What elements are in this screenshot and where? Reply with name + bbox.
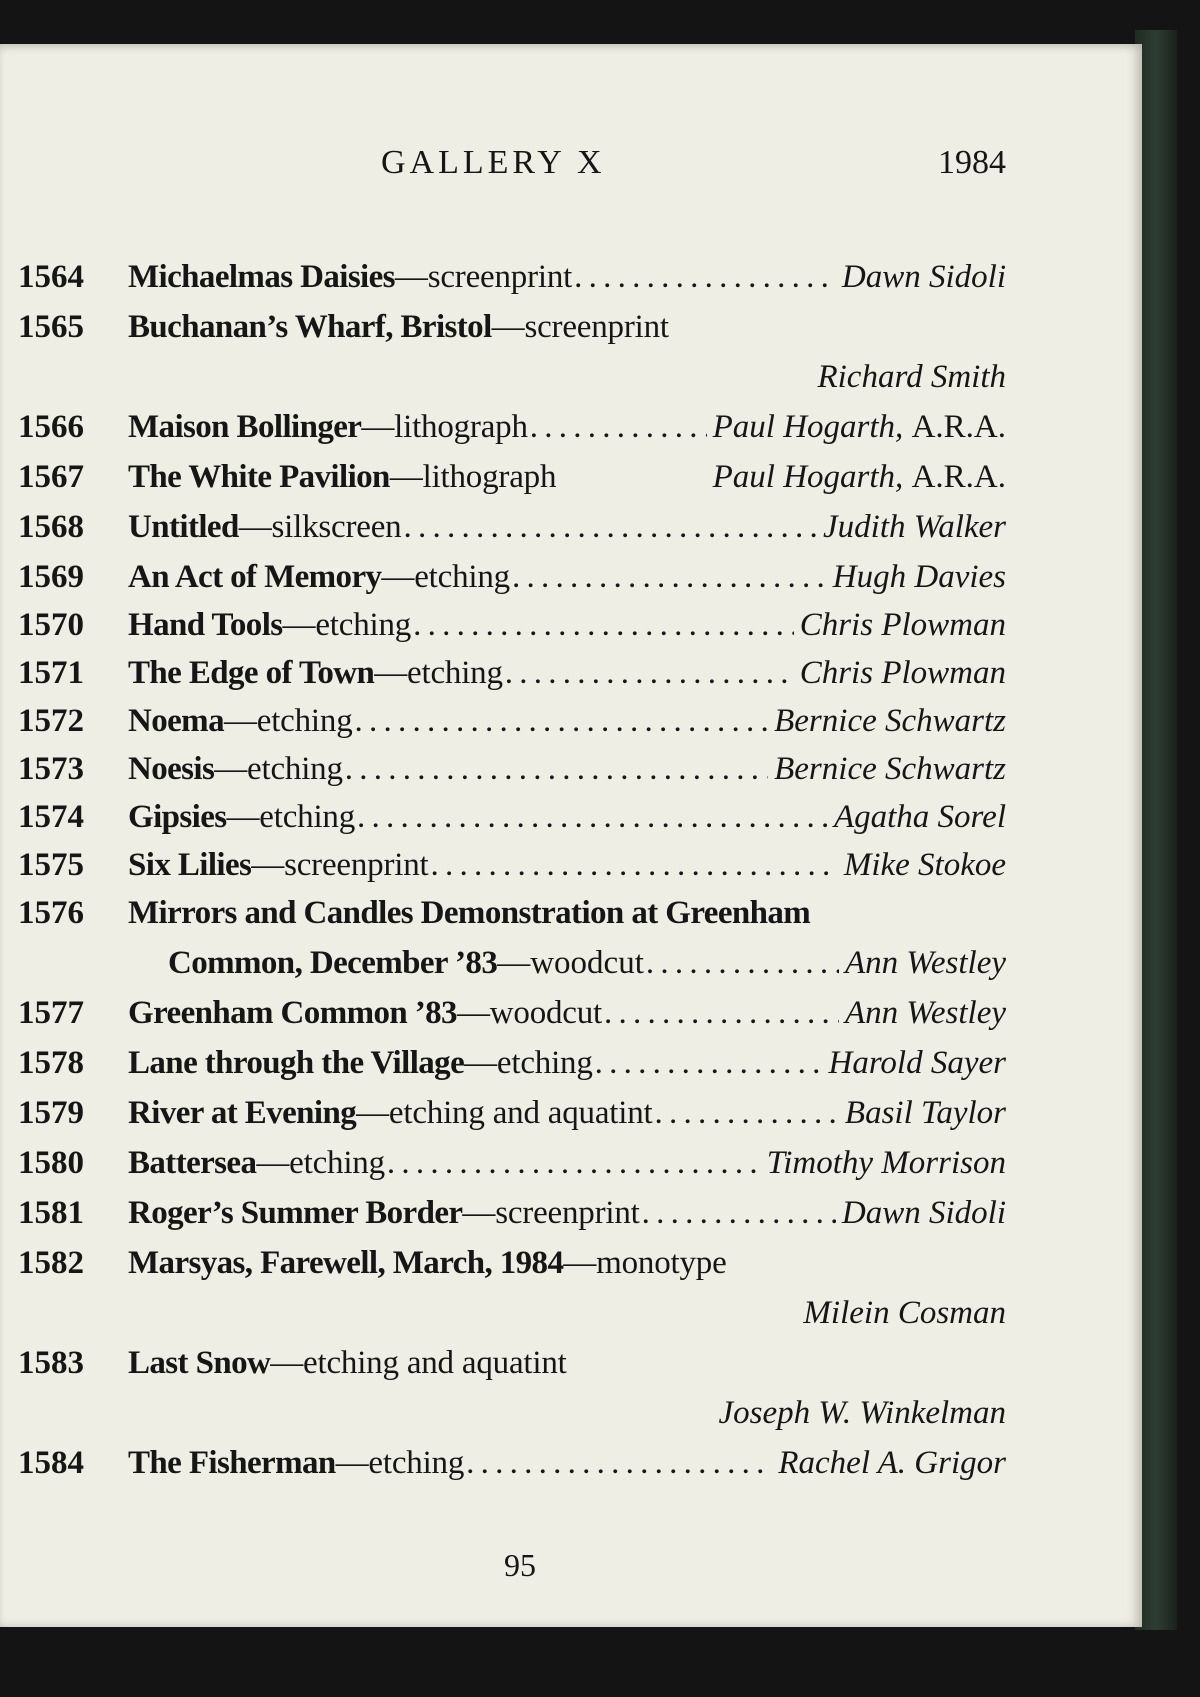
entry-artist-honour: A.R.A. (911, 459, 1006, 495)
catalogue-entry (18, 254, 1006, 300)
entry-medium: —etching and aquatint (270, 1345, 567, 1381)
entry-artist: Dawn Sidoli (841, 1195, 1006, 1231)
entry-medium: —etching (335, 1445, 465, 1481)
catalogue-entry (18, 794, 1006, 840)
entry-artist: Chris Plowman (799, 607, 1006, 643)
entry-title: An Act of Memory (128, 559, 382, 595)
entry-number: 1574 (18, 799, 84, 835)
page-number: 95 (504, 1547, 536, 1583)
entry-medium: —monotype (563, 1245, 727, 1281)
catalogue-entry (18, 650, 1006, 696)
entry-artist: Bernice Schwartz (774, 751, 1006, 787)
catalogue-entry (18, 698, 1006, 744)
catalogue-entry (18, 1140, 1006, 1186)
entry-title: Mirrors and Candles Demonstration at Greenham (128, 895, 811, 931)
entry-title: Last Snow (128, 1345, 271, 1381)
catalogue-entry (18, 602, 1006, 648)
catalogue-entry (18, 304, 1006, 350)
entry-medium: —screenprint (491, 309, 669, 345)
entry-artist-line (18, 1390, 1006, 1436)
entry-medium: —etching (464, 1045, 593, 1081)
entry-title: Marsyas, Farewell, March, 1984 (128, 1245, 564, 1281)
entry-artist: Milein Cosman (803, 1295, 1006, 1331)
entry-artist: Chris Plowman (799, 655, 1006, 691)
entry-title: Hand Tools (128, 607, 283, 643)
entry-number: 1565 (18, 309, 84, 345)
dot-leader (403, 504, 817, 550)
entry-artist: Richard Smith (817, 359, 1006, 395)
entry-medium: —screenprint (251, 847, 429, 883)
entry-artist-honour: A.R.A. (911, 409, 1006, 445)
entry-number: 1564 (18, 259, 84, 295)
entry-medium: —woodcut (456, 995, 603, 1031)
catalogue-entry (18, 1040, 1006, 1086)
entry-title: Six Lilies (128, 847, 252, 883)
catalogue-entry (18, 504, 1006, 550)
entry-title: The Fisherman (128, 1445, 336, 1481)
entry-title: The White Pavilion (128, 459, 390, 495)
dot-leader (355, 698, 769, 744)
entry-medium: —etching (223, 703, 353, 739)
entry-artist: Mike Stokoe (843, 847, 1006, 883)
dot-leader (530, 404, 707, 450)
catalogue-entry (18, 890, 1006, 936)
entry-medium: —etching (214, 751, 343, 787)
entry-medium: —etching (282, 607, 412, 643)
entry-title: Roger’s Summer Border (128, 1195, 463, 1231)
dot-leader (466, 1440, 772, 1486)
entry-medium: —lithograph (389, 459, 557, 495)
entry-title: Michaelmas Daisies (128, 259, 395, 295)
entry-title: Noema (128, 703, 224, 739)
entry-artist: Agatha Sorel (833, 799, 1006, 835)
entry-medium: —screenprint (394, 259, 573, 295)
catalogue-entry (18, 746, 1006, 792)
entry-number: 1571 (18, 655, 84, 691)
entry-medium: —woodcut (497, 945, 644, 981)
gallery-title: GALLERY X (381, 144, 606, 181)
dot-leader (345, 746, 768, 792)
entry-artist: Bernice Schwartz (774, 703, 1006, 739)
entry-medium: —etching (381, 559, 510, 595)
catalogue-entry (18, 454, 1006, 500)
catalogue-entry (18, 1190, 1006, 1236)
entry-artist: Hugh Davies (832, 559, 1006, 595)
entry-artist: Basil Taylor (844, 1095, 1006, 1131)
entry-title: Battersea (128, 1145, 257, 1181)
entry-number: 1582 (18, 1245, 84, 1281)
catalogue-entry (18, 1090, 1006, 1136)
entry-number: 1583 (18, 1345, 84, 1381)
entry-artist: Harold Sayer (828, 1045, 1006, 1081)
dot-leader (413, 602, 794, 648)
entry-medium: —etching (256, 1145, 385, 1181)
entry-artist: Dawn Sidoli (841, 259, 1006, 295)
entry-number: 1577 (18, 995, 84, 1031)
entry-number: 1570 (18, 607, 84, 643)
catalogue-year: 1984 (938, 144, 1006, 181)
entry-number: 1579 (18, 1095, 84, 1131)
entry-number: 1584 (18, 1445, 84, 1481)
entry-title-continued: Common, December ’83 (168, 945, 498, 981)
dot-leader (646, 940, 839, 986)
entry-title: Greenham Common ’83 (128, 995, 457, 1031)
catalogue-entry (18, 1440, 1006, 1486)
entry-title: The Edge of Town (128, 655, 375, 691)
catalogue-entry (18, 1240, 1006, 1286)
entry-number: 1568 (18, 509, 84, 545)
dot-leader (642, 1190, 836, 1236)
dot-leader (512, 554, 827, 600)
entry-title: Buchanan’s Wharf, Bristol (128, 309, 492, 345)
dot-leader (655, 1090, 839, 1136)
entry-number: 1578 (18, 1045, 84, 1081)
entry-medium: —etching (226, 799, 356, 835)
entry-medium: —etching and aquatint (356, 1095, 653, 1131)
entry-artist: Paul Hogarth, (712, 409, 904, 445)
entry-number: 1576 (18, 895, 84, 931)
entry-artist: Joseph W. Winkelman (718, 1395, 1006, 1431)
entry-title: Noesis (128, 751, 215, 787)
catalogue-entry (18, 990, 1006, 1036)
entry-medium: —etching (374, 655, 503, 691)
entry-artist-line (18, 1290, 1006, 1336)
entry-title: River at Evening (128, 1095, 357, 1131)
dot-leader (574, 254, 836, 300)
entry-medium: —lithograph (361, 409, 528, 445)
catalogue-entry (18, 404, 1006, 450)
entry-artist-line (18, 354, 1006, 400)
entry-title: Lane through the Village (128, 1045, 465, 1081)
dot-leader (604, 990, 839, 1036)
entry-number: 1572 (18, 703, 84, 739)
entry-title: Maison Bollinger (128, 409, 362, 445)
entry-number: 1567 (18, 459, 84, 495)
catalogue-entry (18, 842, 1006, 888)
entry-artist: Ann Westley (845, 995, 1006, 1031)
entry-artist: Timothy Morrison (766, 1145, 1006, 1181)
entry-number: 1573 (18, 751, 84, 787)
entry-number: 1580 (18, 1145, 84, 1181)
entry-artist: Judith Walker (823, 509, 1006, 545)
entry-medium: —silkscreen (238, 509, 402, 545)
catalogue-page (0, 44, 1142, 1627)
dot-leader (357, 794, 828, 840)
dot-leader (505, 650, 794, 696)
entry-number: 1566 (18, 409, 84, 445)
entry-number: 1575 (18, 847, 84, 883)
entry-artist: Rachel A. Grigor (778, 1445, 1006, 1481)
entry-title: Gipsies (128, 799, 227, 835)
entry-medium: —screenprint (462, 1195, 640, 1231)
dot-leader (595, 1040, 823, 1086)
entry-artist: Paul Hogarth, (712, 459, 904, 495)
catalogue-entry (18, 1340, 1006, 1386)
running-head (0, 144, 1142, 194)
entry-artist: Ann Westley (845, 945, 1006, 981)
dot-leader (387, 1140, 761, 1186)
entry-number: 1581 (18, 1195, 84, 1231)
entry-title: Untitled (128, 509, 239, 545)
dot-leader (430, 842, 837, 888)
entry-number: 1569 (18, 559, 84, 595)
entry-continuation-line (168, 940, 1006, 986)
catalogue-entry (18, 554, 1006, 600)
